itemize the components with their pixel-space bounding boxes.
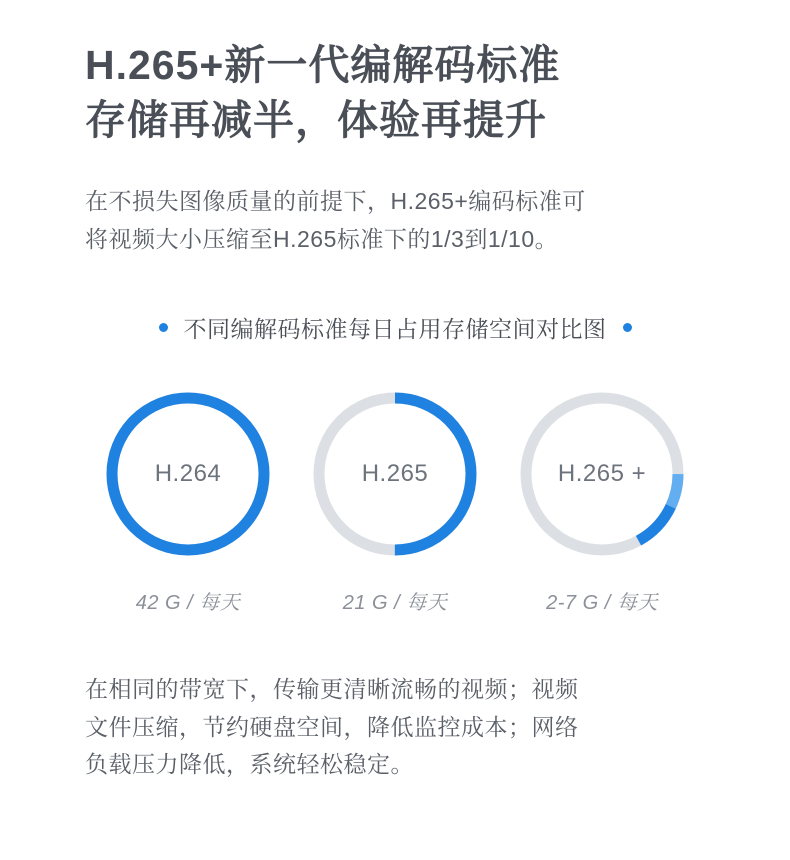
section-title-label: 不同编解码标准每日占用存储空间对比图 [183,315,607,342]
chart-item-h265plus [502,388,702,615]
donut-ring-h265plus [516,388,688,560]
intro-line-2: 将视频大小压缩至H.265标准下的1/3到1/10。 [85,225,559,252]
donut-chart-group [85,388,705,615]
outro-line-3: 负载压力降低，系统轻松稳定。 [85,751,414,778]
donut-label-h265plus: H.265 + [557,459,647,487]
outro-line-2: 文件压缩，节约硬盘空间，降低监控成本；网络 [85,713,579,740]
outro-line-1: 在相同的带宽下，传输更清晰流畅的视频；视频 [85,675,579,702]
donut-caption-h265plus: 2-7 G / 每天 [546,591,658,614]
bullet-dot-right-icon [623,323,632,332]
chart-item-h264 [88,388,288,615]
page-title-line-2: 存储再减半，体验再提升 [85,97,547,144]
donut-ring-h264 [102,388,274,560]
outro-paragraph [85,671,705,785]
donut-label-h264: H.264 [154,459,222,487]
donut-caption-h265: 21 G / 每天 [342,591,448,614]
donut-ring-h265 [309,388,481,560]
bullet-dot-left-icon [159,323,168,332]
intro-line-1: 在不损失图像质量的前提下，H.265+编码标准可 [85,187,586,214]
donut-caption-h264: 42 G / 每天 [135,591,241,614]
section-title [85,311,705,344]
page-title [85,0,705,149]
donut-label-h265: H.265 [361,459,429,487]
intro-paragraph [85,183,705,259]
page-title-line-1: H.265+新一代编解码标准 [85,42,561,88]
chart-item-h265 [295,388,495,615]
